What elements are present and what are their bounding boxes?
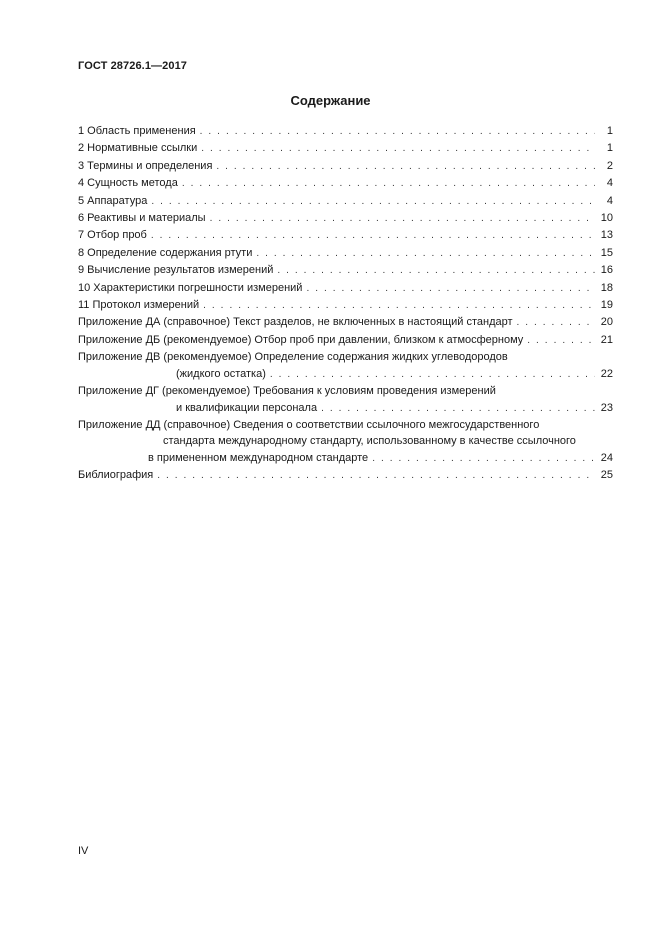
- toc-entry-title: 8 Определение содержания ртути: [78, 246, 253, 259]
- dot-leader: [306, 281, 595, 297]
- toc-entry-page: 23: [600, 401, 613, 414]
- dot-leader: [200, 124, 595, 140]
- toc-entry-title-continued: и квалификации персонала: [176, 401, 318, 414]
- toc-entry-title: 9 Вычисление результатов измерений: [78, 264, 274, 277]
- toc-entry-title: 2 Нормативные ссылки: [78, 142, 198, 155]
- dot-leader: [157, 468, 595, 484]
- toc-entry[interactable]: [78, 332, 613, 349]
- toc-entry-title: 4 Сущность метода: [78, 177, 178, 190]
- dot-leader: [182, 176, 595, 192]
- toc-entry-title-continued: в примененном международном стандарте: [148, 451, 369, 464]
- toc-entry-page: 21: [600, 333, 613, 346]
- toc-entry-page: 4: [606, 177, 613, 190]
- document-code: ГОСТ 28726.1—2017: [78, 60, 188, 72]
- toc-entry-page: 20: [600, 316, 613, 329]
- dot-leader: [256, 246, 595, 262]
- toc-entry-page: 4: [606, 194, 613, 207]
- toc-entry-title: 5 Аппаратура: [78, 194, 148, 207]
- dot-leader: [201, 141, 595, 157]
- toc-entry-page: 15: [600, 246, 613, 259]
- toc-entry-title: Приложение ДГ (рекомендуемое) Требования к условиям проведения измерений: [78, 385, 496, 398]
- toc-entry-title: Приложение ДА (справочное) Текст разделов, не включенных в настоящий стандарт: [78, 316, 513, 329]
- toc-entry-page: 18: [600, 281, 613, 294]
- toc-entry[interactable]: [78, 280, 613, 297]
- toc-entry-title: Библиография: [78, 469, 154, 482]
- toc-entry-title: Приложение ДВ (рекомендуемое) Определение содержания жидких углеводородов: [78, 351, 508, 364]
- toc-entry-page: 19: [600, 299, 613, 312]
- page-number: IV: [78, 845, 89, 857]
- toc-entry-page: 13: [600, 229, 613, 242]
- toc-entry[interactable]: [78, 383, 613, 417]
- dot-leader: [210, 211, 595, 227]
- toc-entry[interactable]: [78, 140, 613, 157]
- toc-entry[interactable]: [78, 297, 613, 314]
- toc-entry-page: 25: [600, 469, 613, 482]
- toc-entry-page: 2: [606, 159, 613, 172]
- dot-leader: [277, 263, 595, 279]
- dot-leader: [216, 159, 595, 175]
- toc-entry-page: 16: [600, 264, 613, 277]
- dot-leader: [321, 401, 595, 417]
- toc-entry-title-continued: стандарта международному стандарту, использованному в качестве ссылочного: [163, 435, 576, 448]
- toc-entry-title: 6 Реактивы и материалы: [78, 212, 206, 225]
- dot-leader: [151, 228, 595, 244]
- toc-entry[interactable]: [78, 467, 613, 484]
- page-title: Содержание: [290, 93, 371, 108]
- toc-entry-title-continued: (жидкого остатка): [176, 367, 266, 380]
- toc-entry[interactable]: [78, 314, 613, 331]
- toc-entry-page: 10: [600, 212, 613, 225]
- toc-entry-title: Приложение ДБ (рекомендуемое) Отбор проб при давлении, близком к атмосферному: [78, 333, 524, 346]
- toc-entry[interactable]: [78, 262, 613, 279]
- toc-entry-title: 1 Область применения: [78, 125, 196, 137]
- dot-leader: [151, 194, 595, 210]
- dot-leader: [527, 333, 595, 349]
- dot-leader: [517, 315, 595, 331]
- toc-entry[interactable]: [78, 123, 613, 140]
- toc-entry[interactable]: [78, 227, 613, 244]
- dot-leader: [270, 367, 595, 383]
- toc-entry-title: 10 Характеристики погрешности измерений: [78, 281, 303, 294]
- toc-entry-title: 3 Термины и определения: [78, 159, 213, 172]
- toc-entry[interactable]: [78, 349, 613, 383]
- toc-entry-page: 22: [600, 367, 613, 380]
- toc-entry-title: Приложение ДД (справочное) Сведения о соответствии ссылочного межгосударственного: [78, 418, 540, 431]
- dot-leader: [372, 451, 595, 467]
- toc-entry[interactable]: [78, 245, 613, 262]
- toc-entry-title: 11 Протокол измерений: [78, 299, 200, 312]
- dot-leader: [203, 298, 595, 314]
- toc-entry[interactable]: [78, 158, 613, 175]
- table-of-contents: [78, 123, 613, 485]
- toc-entry-page: 1: [606, 142, 613, 155]
- toc-entry-title: 7 Отбор проб: [78, 229, 147, 242]
- toc-entry[interactable]: [78, 175, 613, 192]
- toc-entry[interactable]: [78, 417, 613, 467]
- toc-entry[interactable]: [78, 193, 613, 210]
- toc-entry-page: 24: [600, 451, 613, 464]
- toc-entry-page: 1: [606, 125, 613, 137]
- toc-entry[interactable]: [78, 210, 613, 227]
